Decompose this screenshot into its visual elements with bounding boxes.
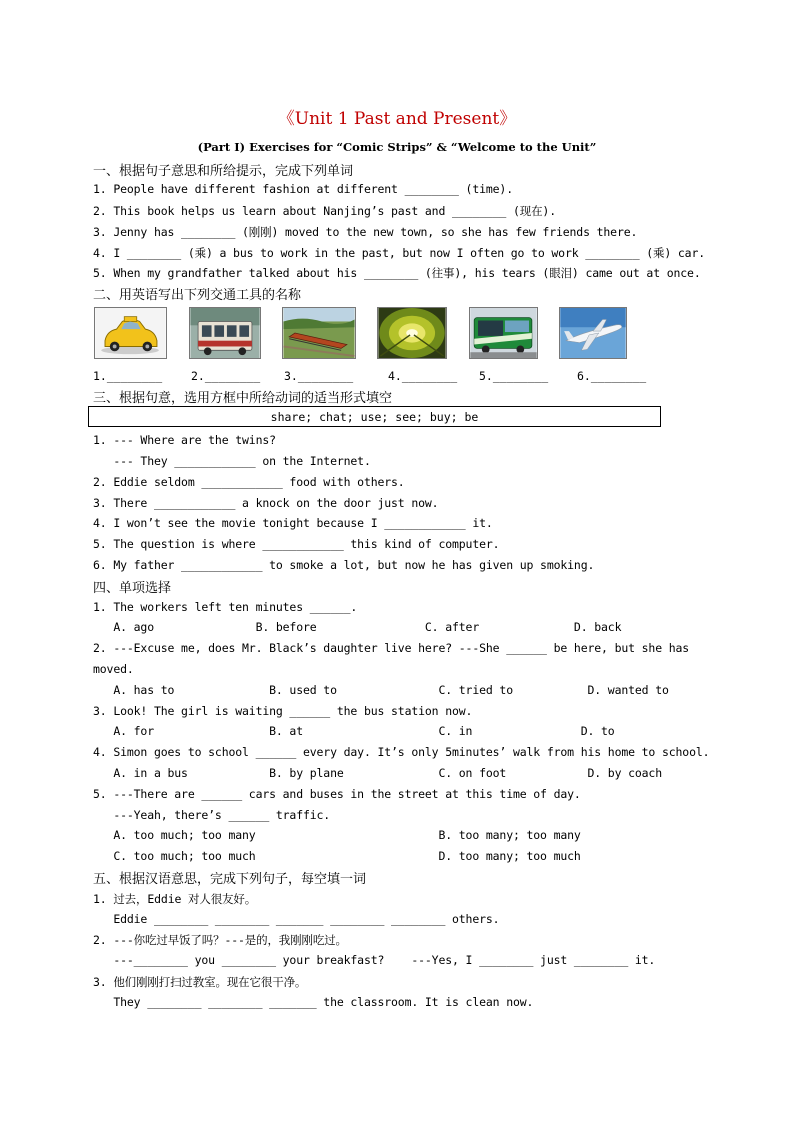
answer-blank[interactable]: 1.________: [93, 369, 163, 383]
section4-line: ---Yeah, there’s ______ traffic.: [93, 808, 331, 822]
section5-heading: 五、根据汉语意思，完成下列句子，每空填一词: [93, 872, 367, 887]
section1-line: 5. When my grandfather talked about his ________ (往事), his tears (眼泪) came out at once.: [93, 266, 701, 280]
section5-line: 1. 过去，Eddie 对人很友好。: [93, 892, 257, 906]
section1-line: 3. Jenny has ________ (刚刚) moved to the new town, so she has few friends there.: [93, 225, 638, 239]
section3-line: 3. There ____________ a knock on the door just now.: [93, 496, 439, 510]
section1-line: 2. This book helps us learn about Nanjing’s past and ________ (现在).: [93, 204, 556, 218]
coach-icon: [469, 307, 538, 359]
section3-line: --- They ____________ on the Internet.: [93, 454, 371, 468]
answer-blank[interactable]: 6.________: [577, 369, 647, 383]
word-bank-box: share; chat; use; see; buy; be: [88, 406, 661, 427]
section1-line: 1. People have different fashion at different ________ (time).: [93, 182, 513, 196]
answer-blank[interactable]: 4.________: [388, 369, 458, 383]
section3-line: 2. Eddie seldom ____________ food with others.: [93, 475, 405, 489]
section5-line: 2. ---你吃过早饭了吗？---是的，我刚刚吃过。: [93, 933, 347, 947]
taxi-icon: [94, 307, 167, 359]
section4-line: 2. ---Excuse me, does Mr. Black’s daughter live here? ---She ______ be here, but she has: [93, 641, 690, 655]
section4-line: A. ago B. before C. after D. back: [93, 620, 622, 634]
section4-line: A. for B. at C. in D. to: [93, 724, 615, 738]
section4-line: 4. Simon goes to school ______ every day. It’s only 5minutes’ walk from his home to school.: [93, 745, 710, 759]
section4-line: 1. The workers left ten minutes ______.: [93, 600, 358, 614]
section3-line: 5. The question is where ____________ this kind of computer.: [93, 537, 500, 551]
section3-line: 1. --- Where are the twins?: [93, 433, 276, 447]
section1-heading: 一、根据句子意思和所给提示，完成下列单词: [93, 164, 354, 179]
section4-line: A. in a bus B. by plane C. on foot D. by coach: [93, 766, 662, 780]
section5-line: They ________ ________ _______ the classroom. It is clean now.: [93, 995, 534, 1009]
section5-line: 3. 他们刚刚打扫过教室。现在它很干净。: [93, 975, 307, 989]
train-icon: [282, 307, 356, 359]
section2-heading: 二、用英语写出下列交通工具的名称: [93, 288, 302, 303]
plane-icon: [559, 307, 627, 359]
section4-line: C. too much; too much D. too many; too much: [93, 849, 581, 863]
section3-line: 4. I won’t see the movie tonight because I ____________ it.: [93, 516, 493, 530]
bus-icon: [189, 307, 261, 359]
section4-line: moved.: [93, 662, 134, 676]
section4-line: A. has to B. used to C. tried to D. wanted to: [93, 683, 669, 697]
answer-blank[interactable]: 3.________: [284, 369, 354, 383]
section3-heading: 三、根据句意，选用方框中所给动词的适当形式填空: [93, 391, 393, 406]
section4-line: 3. Look! The girl is waiting ______ the bus station now.: [93, 704, 473, 718]
section5-line: ---________ you ________ your breakfast? ---Yes, I ________ just ________ it.: [93, 953, 656, 967]
section1-line: 4. I ________ (乘) a bus to work in the past, but now I often go to work ________ (乘) car.: [93, 246, 706, 260]
section3-line: 6. My father ____________ to smoke a lot, but now he has given up smoking.: [93, 558, 595, 572]
section4-heading: 四、单项选择: [93, 581, 172, 596]
answer-blank[interactable]: 5.________: [479, 369, 549, 383]
section5-line: Eddie ________ ________ _______ ________ ________ others.: [93, 912, 500, 926]
page-title: 《Unit 1 Past and Present》: [277, 109, 517, 129]
answer-blank[interactable]: 2.________: [191, 369, 261, 383]
section4-line: A. too much; too many B. too many; too many: [93, 828, 581, 842]
section4-line: 5. ---There are ______ cars and buses in the street at this time of day.: [93, 787, 581, 801]
underground-icon: [377, 307, 447, 359]
page-subtitle: (Part I) Exercises for “Comic Strips” & “Welcome to the Unit”: [197, 140, 597, 154]
